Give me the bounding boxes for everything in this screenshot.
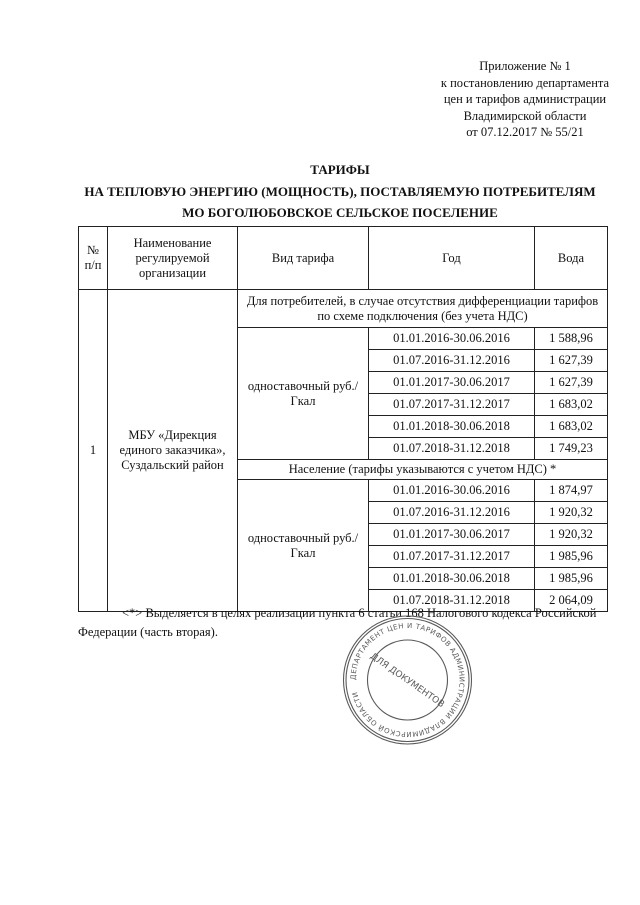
value-cell: 1 749,23 [535,438,608,460]
period-cell: 01.01.2016-30.06.2016 [369,328,535,350]
document-title: ТАРИФЫ [310,162,370,177]
header-organization: Наименование регулируемой организации [108,227,238,290]
table-row [79,290,608,328]
document-subtitle: НА ТЕПЛОВУЮ ЭНЕРГИЮ (МОЩНОСТЬ), ПОСТАВЛЯЕМУЮ ПОТРЕБИТЕЛЯМ [84,184,596,199]
table-header-row [79,227,608,290]
period-cell: 01.01.2016-30.06.2016 [369,480,535,502]
value-cell: 1 683,02 [535,416,608,438]
period-cell: 01.01.2018-30.06.2018 [369,568,535,590]
value-cell: 1 627,39 [535,350,608,372]
period-cell: 01.07.2017-31.12.2017 [369,394,535,416]
period-cell: 01.01.2017-30.06.2017 [369,372,535,394]
value-cell: 1 683,02 [535,394,608,416]
value-cell: 1 985,96 [535,546,608,568]
tariff-type-cell: одноставочный руб./Гкал [238,328,369,460]
section-title-consumers: Для потребителей, в случае отсутствия дифференциации тарифов по схеме подключения (без учета НДС) [238,290,608,328]
period-cell: 01.07.2017-31.12.2017 [369,546,535,568]
document-subtitle-area: МО БОГОЛЮБОВСКОЕ СЕЛЬСКОЕ ПОСЕЛЕНИЕ [182,205,498,220]
official-stamp [335,605,480,755]
period-cell: 01.01.2017-30.06.2017 [369,524,535,546]
value-cell: 1 874,97 [535,480,608,502]
header-num: № п/п [79,227,108,290]
row-number: 1 [79,290,108,612]
period-cell: 01.07.2016-31.12.2016 [369,502,535,524]
appendix-block [425,58,625,141]
tariff-type-cell: одноставочный руб./Гкал [238,480,369,612]
value-cell: 2 064,09 [535,590,608,612]
period-cell: 01.07.2018-31.12.2018 [369,590,535,612]
value-cell: 1 920,32 [535,524,608,546]
footnote: <*> Выделяется в целях реализации пункта 6 статьи 168 Налогового кодекса Российской Федерации (часть вторая). [78,606,597,639]
value-cell: 1 920,32 [535,502,608,524]
appendix-line: Приложение № 1 [479,59,571,73]
value-cell: 1 588,96 [535,328,608,350]
appendix-line: Владимирской области [463,108,587,123]
tariff-table [78,226,608,612]
appendix-line: от 07.12.2017 № 55/21 [466,125,584,139]
header-tariff-type: Вид тарифа [238,227,369,290]
stamp-center-text: ДЛЯ ДОКУМЕНТОВ [368,651,446,711]
header-water: Вода [535,227,608,290]
appendix-line: к постановлению департамента [440,75,610,90]
stamp-ring-textpath: ДЕПАРТАМЕНТ ЦЕН И ТАРИФОВ АДМИНИСТРАЦИИ ВЛАДИМИРСКОЙ ОБЛАСТИ [349,621,466,739]
period-cell: 01.07.2018-31.12.2018 [369,438,535,460]
period-cell: 01.01.2018-30.06.2018 [369,416,535,438]
appendix-line: цен и тарифов администрации [443,92,607,106]
header-year: Год [369,227,535,290]
organization-name: МБУ «Дирекция единого заказчика», Суздальский район [108,290,238,612]
period-cell: 01.07.2016-31.12.2016 [369,350,535,372]
value-cell: 1 985,96 [535,568,608,590]
value-cell: 1 627,39 [535,372,608,394]
section-title-population: Население (тарифы указываются с учетом НДС) * [238,460,608,480]
